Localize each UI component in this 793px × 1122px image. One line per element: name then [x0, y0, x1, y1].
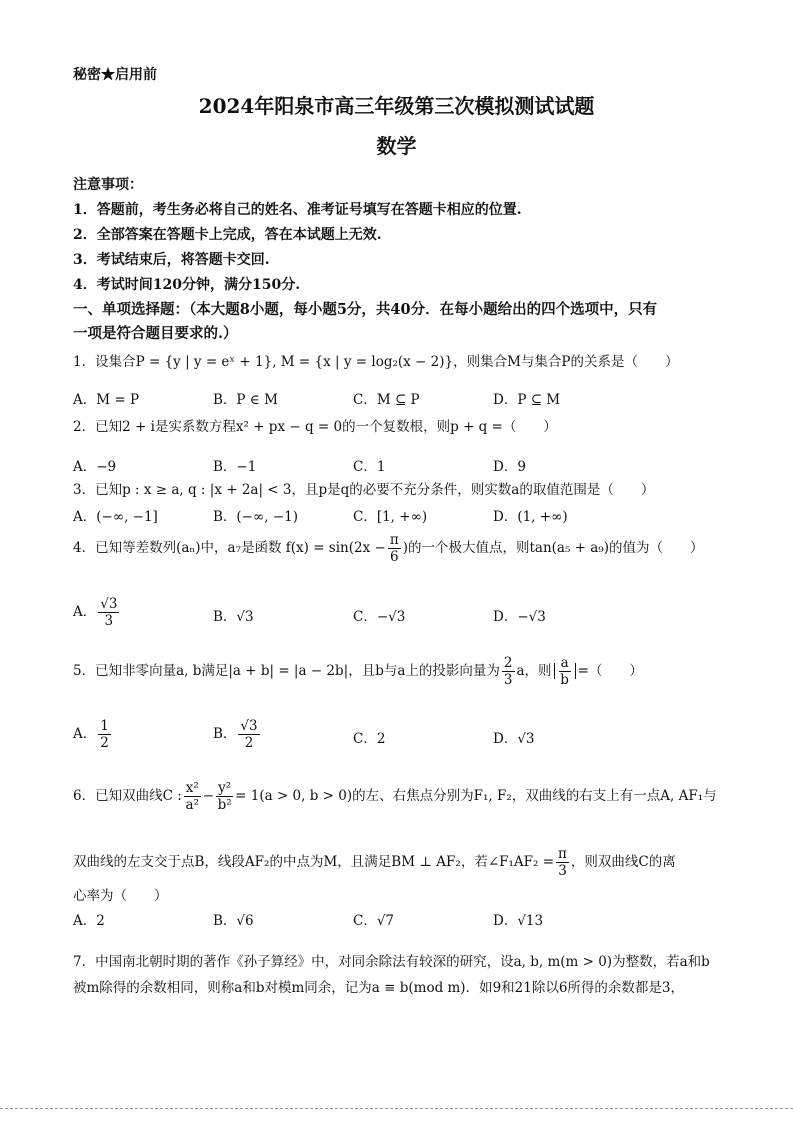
subject-title: 数学 [376, 134, 417, 158]
q5-option-d: D．√3 [493, 731, 535, 747]
q5-fraction [502, 655, 515, 688]
notice-heading: 注意事项： [73, 177, 143, 193]
q5-abs-den: b [560, 672, 569, 688]
notice-item-3: 3．考试结束后，将答题卡交回. [73, 252, 270, 268]
q4-frac-den: 6 [389, 549, 399, 565]
q5-mid: a，则 [516, 663, 552, 679]
q3-option-a: A．(−∞, −1] [73, 509, 158, 525]
q1-option-b: B．P ∈ M [213, 392, 278, 408]
question-2-text: 2．已知2 + i是实系数方程x² + px − q = 0的一个复数根，则p + q =（ ） [73, 419, 557, 435]
q4-option-a-label: A． [73, 604, 97, 620]
q5-option-b-num: √3 [240, 718, 258, 734]
q5-post: =（ ） [577, 663, 643, 679]
q5-option-a-den: 2 [100, 735, 109, 751]
q6-f2-den: b² [217, 797, 232, 813]
section-heading-line1: 一、单项选择题：（本大题8小题，每小题5分，共40分．在每小题给出的四个选项中，只有 [73, 301, 658, 318]
q5-option-a-num: 1 [100, 718, 109, 734]
q6-frac-1 [184, 780, 201, 813]
q4-option-a [73, 596, 121, 629]
q4-post: )的一个极大值点，则tan(a₅ + a₉)的值为（ ） [402, 540, 704, 556]
q6-pre: 6．已知双曲线C : [73, 788, 182, 804]
q6-post: = 1(a > 0, b > 0)的左、右焦点分别为F₁, F₂，双曲线的右支上有一点A, AF₁与 [235, 788, 717, 804]
q5-pre: 5．已知非零向量a, b满足|a + b| = |a − 2b|，且b与a上的投影向量为 [73, 663, 500, 679]
question-4-text [73, 532, 704, 565]
q6-minus: − [202, 788, 215, 804]
question-3-text: 3．已知p : x ≥ a, q : |x + 2a| < 3，且p是q的必要不充分条件，则实数a的取值范围是（ ） [73, 482, 655, 498]
notice-item-1: 1．答题前，考生务必将自己的姓名、准考证号填写在答题卡相应的位置. [73, 202, 522, 218]
q5-option-c: C．2 [353, 731, 386, 747]
q4-option-a-frac [98, 596, 119, 629]
q3-option-c: C．[1, +∞) [353, 509, 428, 525]
q5-abs [554, 655, 576, 688]
question-6-line2 [73, 846, 676, 879]
q3-option-d: D．(1, +∞) [493, 509, 568, 525]
question-6-line1 [73, 780, 717, 813]
q1-option-d: D．P ⊆ M [493, 392, 561, 408]
exam-title: 2024年阳泉市高三年级第三次模拟测试试题 [198, 94, 595, 118]
q5-option-b-den: 2 [244, 735, 254, 751]
q6-frac-2 [216, 780, 233, 813]
q5-option-b [213, 718, 262, 751]
q6-option-b: B．√6 [213, 913, 254, 929]
q6-f1-den: a² [185, 797, 200, 813]
q4-option-a-num: √3 [100, 596, 118, 612]
notice-item-2: 2．全部答案在答题卡上完成，答在本试题上无效. [73, 227, 382, 243]
q4-pre: 4．已知等差数列(aₙ)中，a₇是函数 f(x) = sin(2x − [73, 540, 386, 556]
q5-option-a-label: A． [73, 726, 97, 742]
q4-option-d: D．−√3 [493, 609, 546, 625]
q5-frac-den: 3 [503, 672, 513, 688]
question-7-line1: 7．中国南北朝时期的著作《孙子算经》中，对同余除法有较深的研究，设a, b, m(m > 0)为整数，若a和b [73, 954, 710, 970]
q6-line2-den: 3 [558, 863, 567, 879]
question-6-line3: 心率为（ ） [73, 888, 168, 904]
q4-option-a-den: 3 [104, 613, 114, 629]
question-7-line2: 被m除得的余数相同，则称a和b对模m同余，记为a ≡ b(mod m)．如9和21除以6所得的余数都是3， [73, 980, 685, 996]
question-5-text [73, 655, 643, 688]
q5-frac-num: 2 [503, 655, 513, 671]
q1-option-c: C．M ⊆ P [353, 392, 420, 408]
q6-option-d: D．√13 [493, 913, 544, 929]
q4-fraction [388, 532, 401, 565]
q6-f2-num: y² [218, 780, 232, 796]
q5-option-b-frac [238, 718, 259, 751]
q6-line2-frac [556, 846, 569, 879]
q6-f1-num: x² [185, 780, 199, 796]
q2-option-a: A．−9 [73, 459, 117, 475]
q6-line2-num: π [558, 846, 567, 862]
q5-abs-frac [559, 655, 571, 688]
q5-option-a-frac [98, 718, 111, 751]
q6-line2-post: ，则双曲线C的离 [570, 854, 676, 870]
q6-option-c: C．√7 [353, 913, 395, 929]
secret-label: 秘密★启用前 [73, 67, 157, 83]
q4-option-c: C．−√3 [353, 609, 406, 625]
q2-option-b: B．−1 [213, 459, 257, 475]
q4-frac-num: π [389, 532, 399, 548]
q5-abs-num: a [560, 655, 569, 671]
q2-option-d: D．9 [493, 459, 526, 475]
q5-option-a [73, 718, 113, 751]
q4-option-b: B．√3 [213, 609, 254, 625]
q3-option-b: B．(−∞, −1) [213, 509, 298, 525]
section-heading-line2: 一项是符合题目要求的.） [73, 325, 238, 342]
q5-option-b-label: B． [213, 726, 237, 742]
question-1-text: 1．设集合P = {y | y = eˣ + 1}, M = {x | y = log₂(x − 2)}，则集合M与集合P的关系是（ ） [73, 354, 679, 370]
q6-line2-pre: 双曲线的左支交于点B，线段AF₂的中点为M，且满足BM ⊥ AF₂，若∠F₁AF₂ = [73, 854, 555, 870]
q6-option-a: A．2 [73, 913, 105, 929]
q2-option-c: C．1 [353, 459, 386, 475]
notice-item-4: 4．考试时间120分钟，满分150分. [73, 277, 301, 293]
page-bottom-rule [0, 1108, 793, 1109]
q1-option-a: A．M = P [73, 392, 140, 408]
